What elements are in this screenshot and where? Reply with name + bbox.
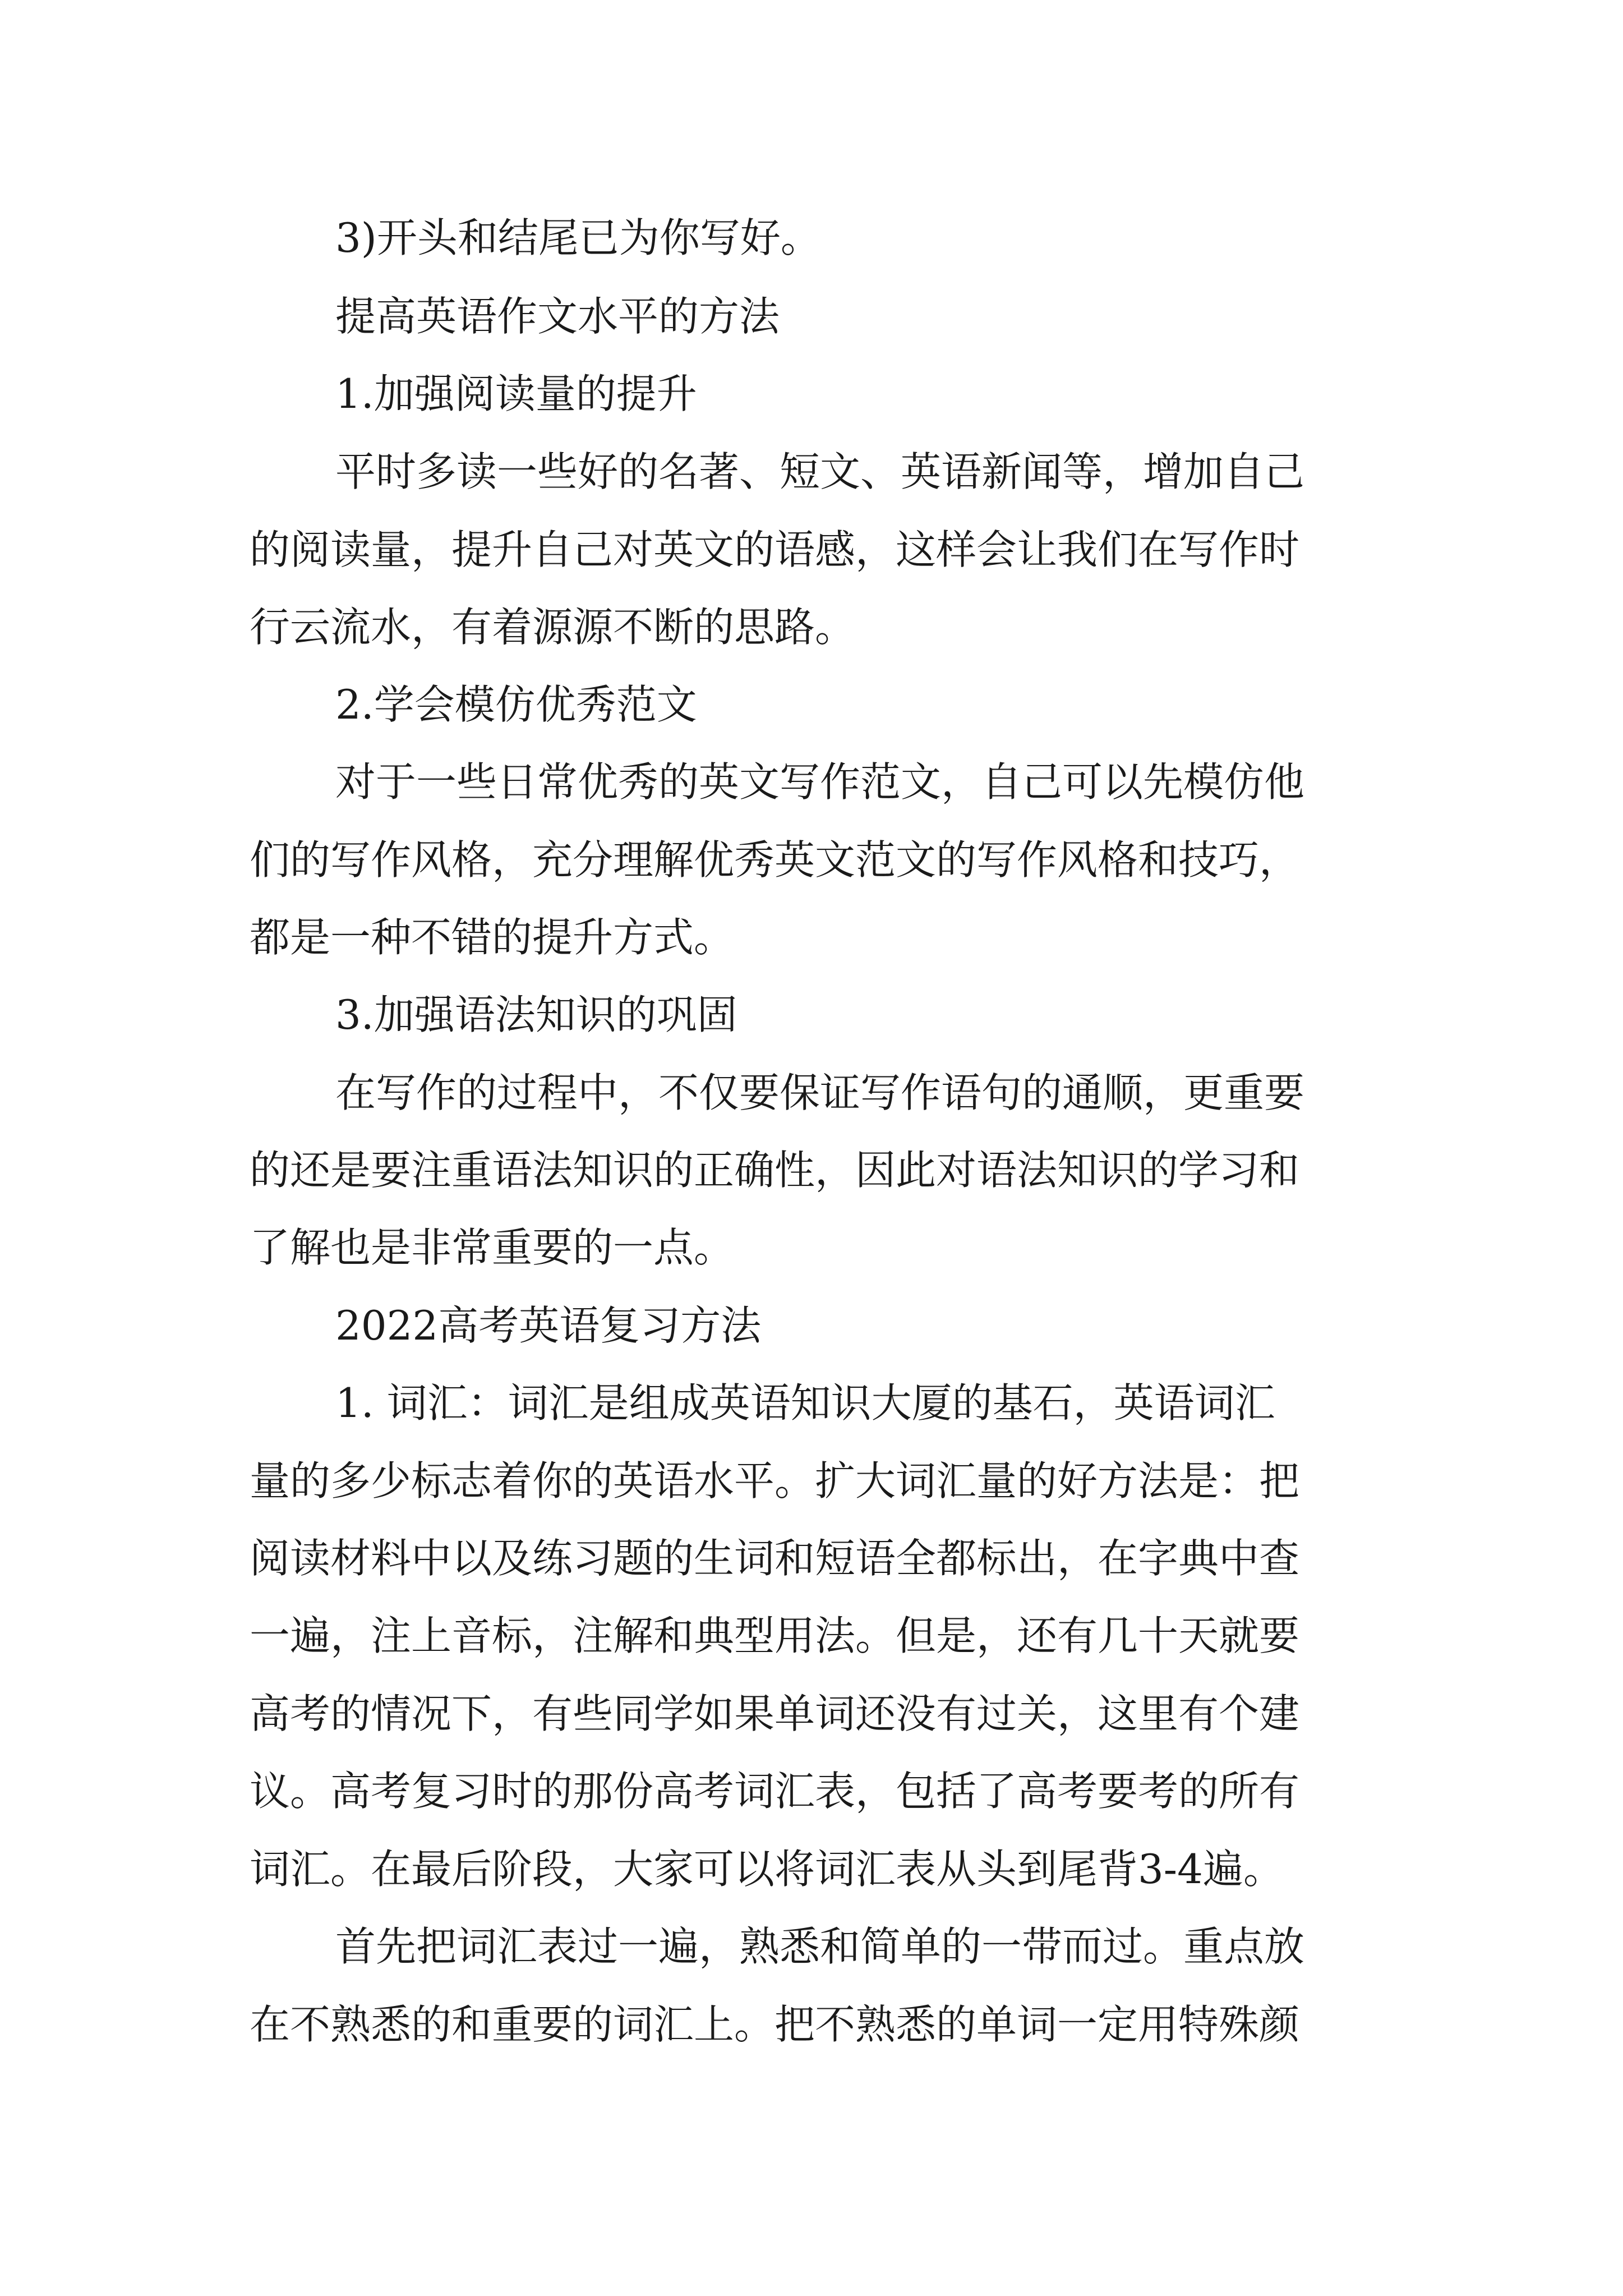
paragraph-line: 在写作的过程中，不仅要保证写作语句的通顺，更重要 [335,1069,1305,1116]
paragraph-line: 首先把词汇表过一遍，熟悉和简单的一带而过。重点放 [335,1923,1305,1970]
paragraph-line: 的阅读量，提升自己对英文的语感，这样会让我们在写作时 [250,526,1300,573]
paragraph-line: 量的多少标志着你的英语水平。扩大词汇量的好方法是：把 [250,1457,1300,1504]
paragraph-line: 词汇。在最后阶段，大家可以将词汇表从头到尾背3-4遍。 [250,1846,1284,1893]
section-heading-review: 2022高考英语复习方法 [335,1302,762,1349]
paragraph-line: 议。高考复习时的那份高考词汇表，包括了高考要考的所有 [250,1768,1300,1815]
list-item-note-3: 3)开头和结尾已为你写好。 [335,214,821,261]
paragraph-line: 对于一些日常优秀的英文写作范文，自己可以先模仿他 [335,758,1305,806]
paragraph-line: 都是一种不错的提升方式。 [250,914,735,961]
paragraph-line: 阅读材料中以及练习题的生词和短语全都标出，在字典中查 [250,1535,1300,1582]
section-heading-methods: 提高英语作文水平的方法 [335,293,780,340]
paragraph-line: 了解也是非常重要的一点。 [250,1224,735,1271]
paragraph-line: 平时多读一些好的名著、短文、英语新闻等，增加自己 [335,448,1305,495]
paragraph-line: 行云流水，有着源源不断的思路。 [250,604,856,651]
subheading-imitate: 2.学会模仿优秀范文 [335,681,697,728]
paragraph-line: 在不熟悉的和重要的词汇上。把不熟悉的单词一定用特殊颜 [250,2001,1300,2048]
paragraph-line: 1. 词汇：词汇是组成英语知识大厦的基石，英语词汇 [335,1379,1275,1427]
paragraph-line: 高考的情况下，有些同学如果单词还没有过关，这里有个建 [250,1690,1300,1737]
subheading-grammar: 3.加强语法知识的巩固 [335,991,737,1038]
paragraph-line: 的还是要注重语法知识的正确性，因此对语法知识的学习和 [250,1147,1300,1194]
paragraph-line: 们的写作风格，充分理解优秀英文范文的写作风格和技巧， [250,836,1300,884]
paragraph-line: 一遍，注上音标，注解和典型用法。但是，还有几十天就要 [250,1612,1300,1659]
subheading-reading: 1.加强阅读量的提升 [335,370,697,417]
